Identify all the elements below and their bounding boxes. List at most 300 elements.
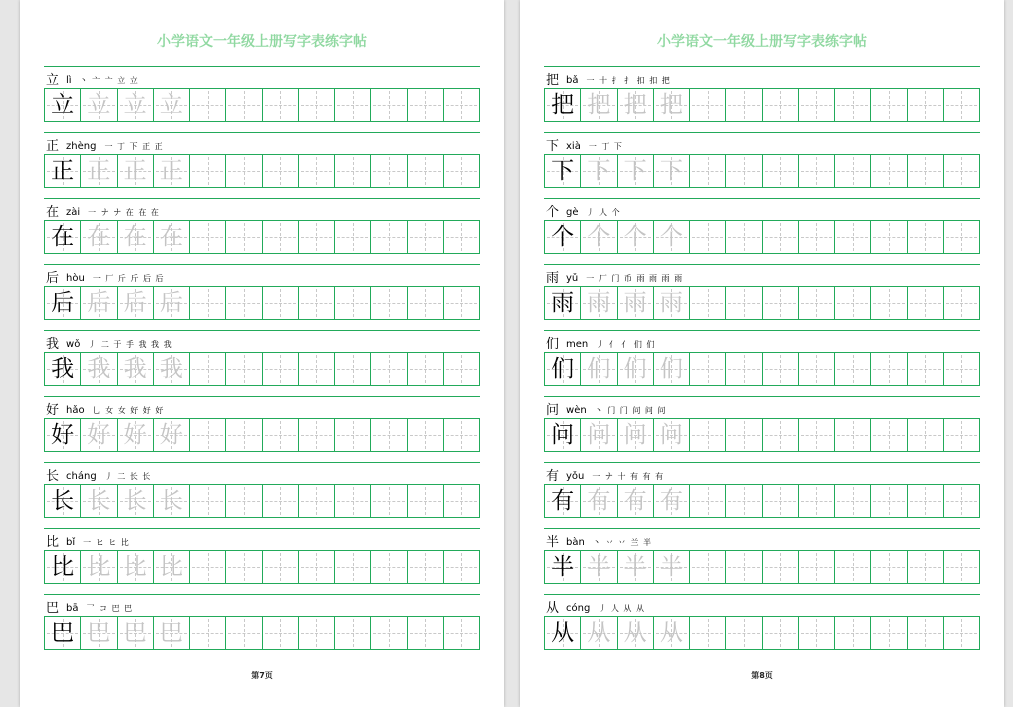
trace-character: 从 bbox=[587, 619, 611, 646]
character-info bbox=[546, 597, 645, 616]
stroke-order: 一 厂 斤 斤 后 后 bbox=[92, 274, 165, 283]
practice-grid bbox=[44, 418, 480, 452]
trace-character-cell bbox=[80, 485, 116, 517]
empty-practice-cell bbox=[725, 155, 761, 187]
model-character-cell bbox=[45, 221, 80, 253]
page-number: 第8页 bbox=[751, 671, 773, 680]
empty-practice-cell bbox=[298, 221, 334, 253]
model-character-cell bbox=[545, 221, 580, 253]
empty-practice-cell bbox=[943, 551, 979, 583]
empty-practice-cell bbox=[407, 221, 443, 253]
trace-character: 后 bbox=[87, 289, 111, 316]
model-character: 把 bbox=[551, 91, 575, 118]
trace-character-cell bbox=[153, 287, 189, 319]
practice-grid bbox=[44, 550, 480, 584]
empty-practice-cell bbox=[907, 155, 943, 187]
trace-character-cell bbox=[580, 155, 616, 187]
trace-character: 长 bbox=[123, 487, 147, 514]
divider bbox=[544, 264, 980, 265]
empty-practice-cell bbox=[407, 353, 443, 385]
model-character-cell bbox=[545, 353, 580, 385]
empty-practice-cell bbox=[689, 419, 725, 451]
pinyin-label: wǒ bbox=[66, 339, 81, 350]
trace-character: 个 bbox=[623, 223, 647, 250]
trace-character-cell bbox=[117, 419, 153, 451]
empty-practice-cell bbox=[762, 287, 798, 319]
empty-practice-cell bbox=[407, 155, 443, 187]
empty-practice-cell bbox=[262, 551, 298, 583]
character-row bbox=[544, 264, 980, 322]
empty-practice-cell bbox=[834, 551, 870, 583]
empty-practice-cell bbox=[907, 485, 943, 517]
trace-character: 把 bbox=[659, 91, 683, 118]
empty-practice-cell bbox=[443, 155, 479, 187]
model-character-cell bbox=[545, 419, 580, 451]
pinyin-label: men bbox=[566, 339, 589, 350]
character-row bbox=[44, 132, 480, 190]
trace-character: 正 bbox=[159, 157, 183, 184]
empty-practice-cell bbox=[334, 419, 370, 451]
empty-practice-cell bbox=[225, 485, 261, 517]
character-row bbox=[44, 462, 480, 520]
trace-character: 我 bbox=[159, 355, 183, 382]
divider bbox=[544, 594, 980, 595]
empty-practice-cell bbox=[689, 155, 725, 187]
practice-grid bbox=[544, 286, 980, 320]
model-character: 从 bbox=[551, 619, 575, 646]
empty-practice-cell bbox=[443, 617, 479, 649]
trace-character-cell bbox=[117, 221, 153, 253]
empty-practice-cell bbox=[689, 485, 725, 517]
practice-grid bbox=[544, 616, 980, 650]
stroke-order: 一 十 扌 扌 扣 扣 把 bbox=[586, 76, 671, 85]
character-info bbox=[546, 465, 665, 484]
trace-character: 从 bbox=[623, 619, 647, 646]
character-info bbox=[546, 69, 671, 88]
empty-practice-cell bbox=[262, 221, 298, 253]
model-character: 立 bbox=[51, 91, 75, 118]
character-info bbox=[46, 597, 134, 616]
empty-practice-cell bbox=[943, 485, 979, 517]
empty-practice-cell bbox=[762, 617, 798, 649]
character-label: 比 bbox=[46, 535, 60, 550]
trace-character-cell bbox=[80, 617, 116, 649]
practice-grid bbox=[44, 484, 480, 518]
trace-character-cell bbox=[580, 89, 616, 121]
character-row bbox=[44, 528, 480, 586]
trace-character: 正 bbox=[123, 157, 147, 184]
empty-practice-cell bbox=[262, 287, 298, 319]
empty-practice-cell bbox=[689, 617, 725, 649]
empty-practice-cell bbox=[189, 419, 225, 451]
trace-character-cell bbox=[80, 89, 116, 121]
empty-practice-cell bbox=[725, 419, 761, 451]
trace-character-cell bbox=[117, 155, 153, 187]
practice-grid bbox=[44, 286, 480, 320]
trace-character: 立 bbox=[87, 91, 111, 118]
character-row bbox=[44, 594, 480, 652]
empty-practice-cell bbox=[907, 353, 943, 385]
empty-practice-cell bbox=[225, 551, 261, 583]
empty-practice-cell bbox=[407, 617, 443, 649]
empty-practice-cell bbox=[225, 419, 261, 451]
trace-character: 有 bbox=[587, 487, 611, 514]
divider bbox=[544, 396, 980, 397]
empty-practice-cell bbox=[262, 89, 298, 121]
empty-practice-cell bbox=[370, 419, 406, 451]
pinyin-label: gè bbox=[566, 207, 579, 218]
trace-character-cell bbox=[617, 551, 653, 583]
empty-practice-cell bbox=[370, 155, 406, 187]
practice-grid bbox=[44, 88, 480, 122]
trace-character-cell bbox=[617, 89, 653, 121]
empty-practice-cell bbox=[907, 89, 943, 121]
trace-character-cell bbox=[653, 221, 689, 253]
empty-practice-cell bbox=[334, 551, 370, 583]
empty-practice-cell bbox=[689, 551, 725, 583]
stroke-order: 一 丁 下 正 正 bbox=[104, 142, 164, 151]
empty-practice-cell bbox=[370, 221, 406, 253]
empty-practice-cell bbox=[189, 353, 225, 385]
pinyin-label: cháng bbox=[66, 471, 97, 482]
model-character-cell bbox=[45, 485, 80, 517]
divider bbox=[44, 396, 480, 397]
character-info bbox=[546, 531, 653, 550]
empty-practice-cell bbox=[443, 551, 479, 583]
empty-practice-cell bbox=[798, 419, 834, 451]
empty-practice-cell bbox=[943, 287, 979, 319]
character-label: 在 bbox=[46, 205, 60, 220]
trace-character-cell bbox=[80, 551, 116, 583]
empty-practice-cell bbox=[907, 617, 943, 649]
stroke-order: 一 丁 下 bbox=[588, 142, 623, 151]
empty-practice-cell bbox=[834, 287, 870, 319]
page-title: 小学语文一年级上册写字表练字帖 bbox=[157, 34, 367, 50]
empty-practice-cell bbox=[762, 89, 798, 121]
trace-character: 下 bbox=[659, 157, 683, 184]
trace-character: 把 bbox=[623, 91, 647, 118]
trace-character-cell bbox=[580, 221, 616, 253]
divider bbox=[44, 198, 480, 199]
empty-practice-cell bbox=[189, 617, 225, 649]
trace-character: 个 bbox=[659, 223, 683, 250]
trace-character: 后 bbox=[123, 289, 147, 316]
empty-practice-cell bbox=[798, 155, 834, 187]
empty-practice-cell bbox=[725, 617, 761, 649]
trace-character-cell bbox=[580, 353, 616, 385]
empty-practice-cell bbox=[298, 287, 334, 319]
pinyin-label: bàn bbox=[566, 537, 585, 548]
empty-practice-cell bbox=[370, 485, 406, 517]
model-character: 们 bbox=[551, 355, 575, 382]
character-row bbox=[44, 264, 480, 322]
character-row bbox=[544, 198, 980, 256]
trace-character-cell bbox=[617, 353, 653, 385]
empty-practice-cell bbox=[334, 353, 370, 385]
practice-grid bbox=[544, 154, 980, 188]
empty-practice-cell bbox=[407, 287, 443, 319]
trace-character-cell bbox=[653, 353, 689, 385]
empty-practice-cell bbox=[762, 485, 798, 517]
character-label: 正 bbox=[46, 139, 60, 154]
empty-practice-cell bbox=[443, 89, 479, 121]
empty-practice-cell bbox=[407, 419, 443, 451]
model-character: 个 bbox=[551, 223, 575, 250]
character-row bbox=[544, 396, 980, 454]
trace-character-cell bbox=[153, 221, 189, 253]
stroke-order: 一 ヒ ヒ 比 bbox=[83, 538, 130, 547]
trace-character: 巴 bbox=[159, 619, 183, 646]
model-character-cell bbox=[45, 617, 80, 649]
character-row bbox=[544, 594, 980, 652]
character-label: 问 bbox=[546, 403, 560, 418]
pinyin-label: xià bbox=[566, 141, 581, 152]
model-character: 比 bbox=[51, 553, 75, 580]
divider bbox=[44, 330, 480, 331]
trace-character: 从 bbox=[659, 619, 683, 646]
stroke-order: 丿 人 个 bbox=[586, 208, 621, 217]
trace-character: 们 bbox=[587, 355, 611, 382]
model-character-cell bbox=[545, 551, 580, 583]
empty-practice-cell bbox=[225, 287, 261, 319]
trace-character: 比 bbox=[123, 553, 147, 580]
trace-character-cell bbox=[153, 419, 189, 451]
stroke-order: 丿 亻 亻 们 们 bbox=[596, 340, 656, 349]
model-character-cell bbox=[45, 155, 80, 187]
divider bbox=[544, 330, 980, 331]
empty-practice-cell bbox=[298, 419, 334, 451]
page-title: 小学语文一年级上册写字表练字帖 bbox=[657, 34, 867, 50]
empty-practice-cell bbox=[298, 89, 334, 121]
empty-practice-cell bbox=[725, 551, 761, 583]
trace-character-cell bbox=[580, 485, 616, 517]
empty-practice-cell bbox=[334, 155, 370, 187]
trace-character: 半 bbox=[587, 553, 611, 580]
trace-character: 们 bbox=[659, 355, 683, 382]
empty-practice-cell bbox=[443, 221, 479, 253]
pinyin-label: hòu bbox=[66, 273, 85, 284]
empty-practice-cell bbox=[370, 617, 406, 649]
model-character: 有 bbox=[551, 487, 575, 514]
empty-practice-cell bbox=[834, 89, 870, 121]
empty-practice-cell bbox=[725, 89, 761, 121]
divider bbox=[544, 528, 980, 529]
empty-practice-cell bbox=[225, 221, 261, 253]
model-character-cell bbox=[545, 89, 580, 121]
trace-character: 长 bbox=[87, 487, 111, 514]
empty-practice-cell bbox=[189, 155, 225, 187]
character-label: 半 bbox=[546, 535, 560, 550]
trace-character-cell bbox=[153, 485, 189, 517]
trace-character: 在 bbox=[159, 223, 183, 250]
empty-practice-cell bbox=[407, 551, 443, 583]
empty-practice-cell bbox=[870, 353, 906, 385]
empty-practice-cell bbox=[407, 89, 443, 121]
trace-character: 把 bbox=[587, 91, 611, 118]
trace-character: 好 bbox=[87, 421, 111, 448]
trace-character-cell bbox=[580, 617, 616, 649]
character-info bbox=[46, 531, 130, 550]
empty-practice-cell bbox=[262, 155, 298, 187]
trace-character: 下 bbox=[587, 157, 611, 184]
empty-practice-cell bbox=[262, 617, 298, 649]
trace-character: 立 bbox=[123, 91, 147, 118]
trace-character-cell bbox=[617, 221, 653, 253]
empty-practice-cell bbox=[870, 155, 906, 187]
empty-practice-cell bbox=[370, 551, 406, 583]
character-row bbox=[44, 198, 480, 256]
pinyin-label: bǐ bbox=[66, 537, 76, 548]
practice-grid bbox=[544, 88, 980, 122]
character-label: 们 bbox=[546, 337, 560, 352]
stroke-order: 一 厂 门 币 雨 雨 雨 雨 bbox=[586, 274, 684, 283]
empty-practice-cell bbox=[762, 551, 798, 583]
worksheet-page-8 bbox=[520, 0, 1004, 707]
empty-practice-cell bbox=[907, 419, 943, 451]
practice-grid bbox=[544, 352, 980, 386]
model-character: 半 bbox=[551, 553, 575, 580]
empty-practice-cell bbox=[798, 485, 834, 517]
character-info bbox=[46, 201, 160, 220]
stroke-order: 丶 丷 丷 兰 半 bbox=[592, 538, 653, 547]
character-info bbox=[46, 465, 152, 484]
stroke-order: 丿 二 于 手 我 我 我 bbox=[88, 340, 173, 349]
character-info bbox=[46, 69, 139, 88]
empty-practice-cell bbox=[907, 551, 943, 583]
empty-practice-cell bbox=[834, 419, 870, 451]
trace-character: 好 bbox=[123, 421, 147, 448]
model-character-cell bbox=[545, 155, 580, 187]
trace-character: 有 bbox=[623, 487, 647, 514]
empty-practice-cell bbox=[225, 155, 261, 187]
trace-character-cell bbox=[153, 353, 189, 385]
stroke-order: 一 ナ ナ 在 在 在 bbox=[88, 208, 160, 217]
divider bbox=[544, 198, 980, 199]
trace-character: 下 bbox=[623, 157, 647, 184]
empty-practice-cell bbox=[189, 551, 225, 583]
trace-character: 立 bbox=[159, 91, 183, 118]
character-row bbox=[544, 330, 980, 388]
trace-character-cell bbox=[617, 419, 653, 451]
trace-character-cell bbox=[580, 419, 616, 451]
empty-practice-cell bbox=[225, 617, 261, 649]
trace-character: 雨 bbox=[587, 289, 611, 316]
stroke-order: 一 ナ 十 有 有 有 bbox=[592, 472, 665, 481]
trace-character-cell bbox=[117, 353, 153, 385]
trace-character: 问 bbox=[587, 421, 611, 448]
stroke-order: 丶 门 门 问 问 问 bbox=[594, 406, 667, 415]
stroke-order: 丶 亠 亠 立 立 bbox=[79, 76, 139, 85]
empty-practice-cell bbox=[725, 485, 761, 517]
practice-grid bbox=[544, 484, 980, 518]
empty-practice-cell bbox=[834, 485, 870, 517]
trace-character-cell bbox=[153, 89, 189, 121]
character-info bbox=[46, 333, 173, 352]
trace-character-cell bbox=[653, 485, 689, 517]
trace-character-cell bbox=[80, 287, 116, 319]
empty-practice-cell bbox=[334, 89, 370, 121]
divider bbox=[44, 132, 480, 133]
empty-practice-cell bbox=[298, 617, 334, 649]
empty-practice-cell bbox=[298, 485, 334, 517]
empty-practice-cell bbox=[762, 353, 798, 385]
empty-practice-cell bbox=[870, 551, 906, 583]
empty-practice-cell bbox=[943, 221, 979, 253]
empty-practice-cell bbox=[334, 221, 370, 253]
character-label: 立 bbox=[46, 73, 60, 88]
divider bbox=[44, 462, 480, 463]
character-info bbox=[46, 135, 164, 154]
practice-grid bbox=[544, 418, 980, 452]
character-label: 个 bbox=[546, 205, 560, 220]
model-character: 巴 bbox=[51, 619, 75, 646]
empty-practice-cell bbox=[870, 89, 906, 121]
model-character: 雨 bbox=[551, 289, 575, 316]
empty-practice-cell bbox=[943, 419, 979, 451]
divider bbox=[44, 528, 480, 529]
empty-practice-cell bbox=[225, 353, 261, 385]
trace-character-cell bbox=[653, 617, 689, 649]
trace-character-cell bbox=[80, 221, 116, 253]
trace-character-cell bbox=[117, 287, 153, 319]
practice-grid bbox=[44, 154, 480, 188]
empty-practice-cell bbox=[762, 155, 798, 187]
practice-grid bbox=[44, 352, 480, 386]
model-character-cell bbox=[545, 485, 580, 517]
model-character: 我 bbox=[51, 355, 75, 382]
model-character-cell bbox=[45, 419, 80, 451]
character-row bbox=[44, 330, 480, 388]
trace-character-cell bbox=[80, 419, 116, 451]
empty-practice-cell bbox=[943, 89, 979, 121]
pinyin-label: bā bbox=[66, 603, 79, 614]
pinyin-label: zài bbox=[66, 207, 81, 218]
empty-practice-cell bbox=[907, 287, 943, 319]
character-row bbox=[44, 396, 480, 454]
empty-practice-cell bbox=[834, 617, 870, 649]
empty-practice-cell bbox=[189, 221, 225, 253]
pinyin-label: wèn bbox=[566, 405, 587, 416]
model-character: 好 bbox=[51, 421, 75, 448]
character-row bbox=[544, 462, 980, 520]
empty-practice-cell bbox=[443, 287, 479, 319]
character-row bbox=[544, 66, 980, 124]
model-character: 问 bbox=[551, 421, 575, 448]
model-character: 正 bbox=[51, 157, 75, 184]
character-row bbox=[544, 528, 980, 586]
model-character-cell bbox=[45, 89, 80, 121]
trace-character-cell bbox=[117, 551, 153, 583]
trace-character: 巴 bbox=[123, 619, 147, 646]
empty-practice-cell bbox=[370, 287, 406, 319]
trace-character: 比 bbox=[87, 553, 111, 580]
model-character-cell bbox=[45, 287, 80, 319]
trace-character: 好 bbox=[159, 421, 183, 448]
pinyin-label: bǎ bbox=[566, 75, 579, 86]
empty-practice-cell bbox=[870, 485, 906, 517]
trace-character: 半 bbox=[659, 553, 683, 580]
empty-practice-cell bbox=[689, 221, 725, 253]
empty-practice-cell bbox=[189, 485, 225, 517]
character-label: 巴 bbox=[46, 601, 60, 616]
empty-practice-cell bbox=[870, 221, 906, 253]
stroke-order: 乛 コ 巴 巴 bbox=[86, 604, 134, 613]
model-character-cell bbox=[545, 617, 580, 649]
character-row bbox=[544, 132, 980, 190]
stroke-order: 乚 女 女 好 好 好 bbox=[92, 406, 165, 415]
trace-character: 个 bbox=[587, 223, 611, 250]
trace-character-cell bbox=[117, 89, 153, 121]
